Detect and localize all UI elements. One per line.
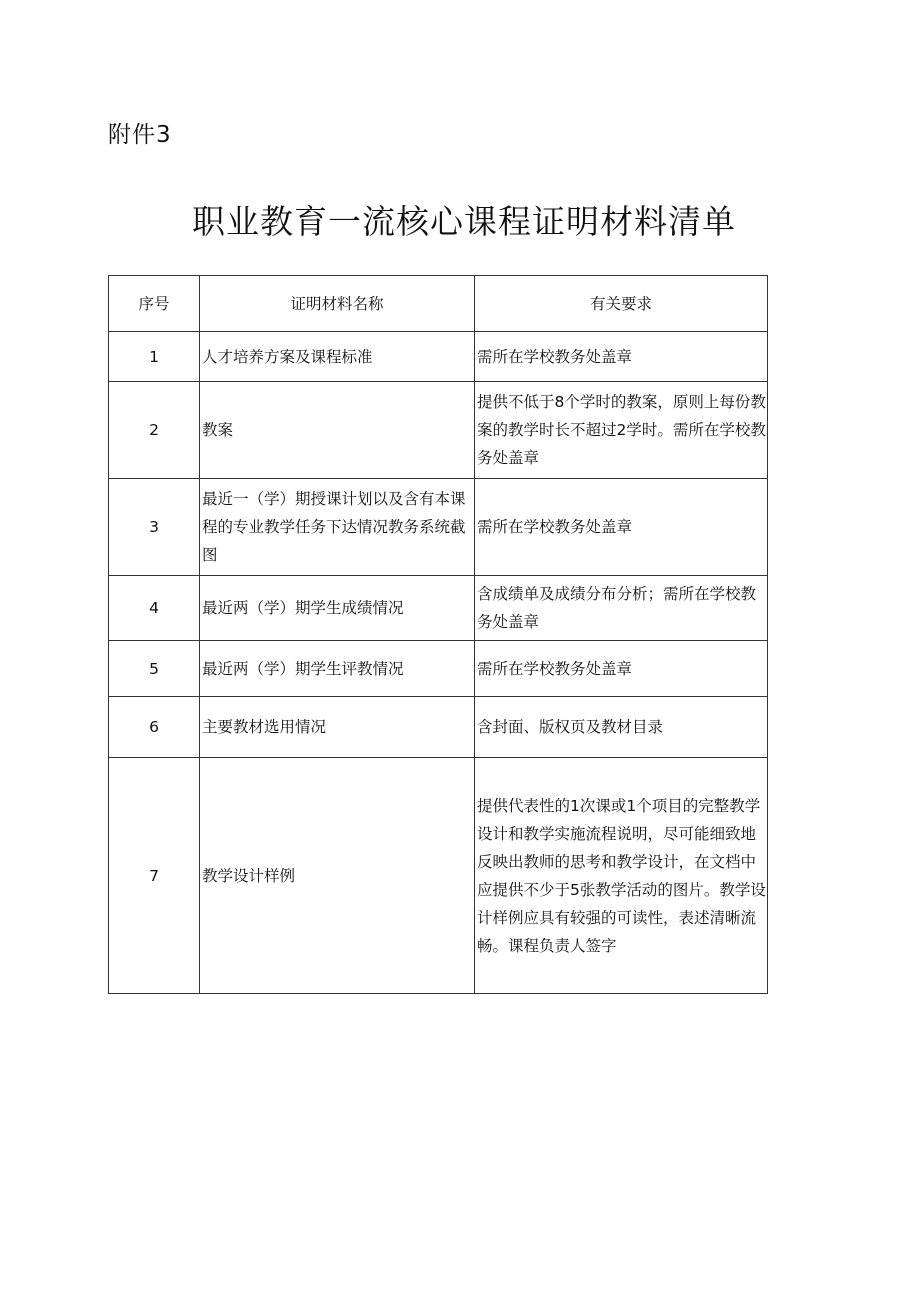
row-index: 3	[109, 479, 200, 576]
header-index: 序号	[109, 276, 200, 332]
page-title: 职业教育一流核心课程证明材料清单	[192, 202, 736, 241]
row-requirement: 需所在学校教务处盖章	[475, 332, 768, 382]
table-row	[109, 576, 768, 641]
row-index: 4	[109, 576, 200, 641]
row-index: 5	[109, 641, 200, 697]
table-row	[109, 697, 768, 758]
row-requirement: 提供不低于8个学时的教案，原则上每份教案的教学时长不超过2学时。需所在学校教务处盖章	[475, 382, 768, 479]
table-row	[109, 641, 768, 697]
row-name: 教案	[200, 382, 475, 479]
attachment-label: 附件3	[108, 122, 172, 148]
row-requirement: 需所在学校教务处盖章	[475, 479, 768, 576]
row-name: 人才培养方案及课程标准	[200, 332, 475, 382]
row-requirement: 含封面、版权页及教材目录	[475, 697, 768, 758]
row-name: 最近一（学）期授课计划以及含有本课程的专业教学任务下达情况教务系统截图	[200, 479, 475, 576]
row-index: 7	[109, 758, 200, 994]
row-index: 1	[109, 332, 200, 382]
row-requirement: 提供代表性的1次课或1个项目的完整教学设计和教学实施流程说明，尽可能细致地反映出教师的思考和教学设计，在文档中应提供不少于5张教学活动的图片。教学设计样例应具有较强的可读性，表述清晰流畅。课程负责人签字	[475, 758, 768, 994]
row-index: 2	[109, 382, 200, 479]
materials-table	[108, 275, 768, 994]
row-requirement: 需所在学校教务处盖章	[475, 641, 768, 697]
row-name: 教学设计样例	[200, 758, 475, 994]
header-name: 证明材料名称	[200, 276, 475, 332]
header-requirement: 有关要求	[475, 276, 768, 332]
row-requirement: 含成绩单及成绩分布分析；需所在学校教务处盖章	[475, 576, 768, 641]
row-name: 最近两（学）期学生成绩情况	[200, 576, 475, 641]
table-row	[109, 332, 768, 382]
table-row	[109, 382, 768, 479]
row-name: 最近两（学）期学生评教情况	[200, 641, 475, 697]
table-row	[109, 758, 768, 994]
row-index: 6	[109, 697, 200, 758]
table-header-row	[109, 276, 768, 332]
row-name: 主要教材选用情况	[200, 697, 475, 758]
table-row	[109, 479, 768, 576]
